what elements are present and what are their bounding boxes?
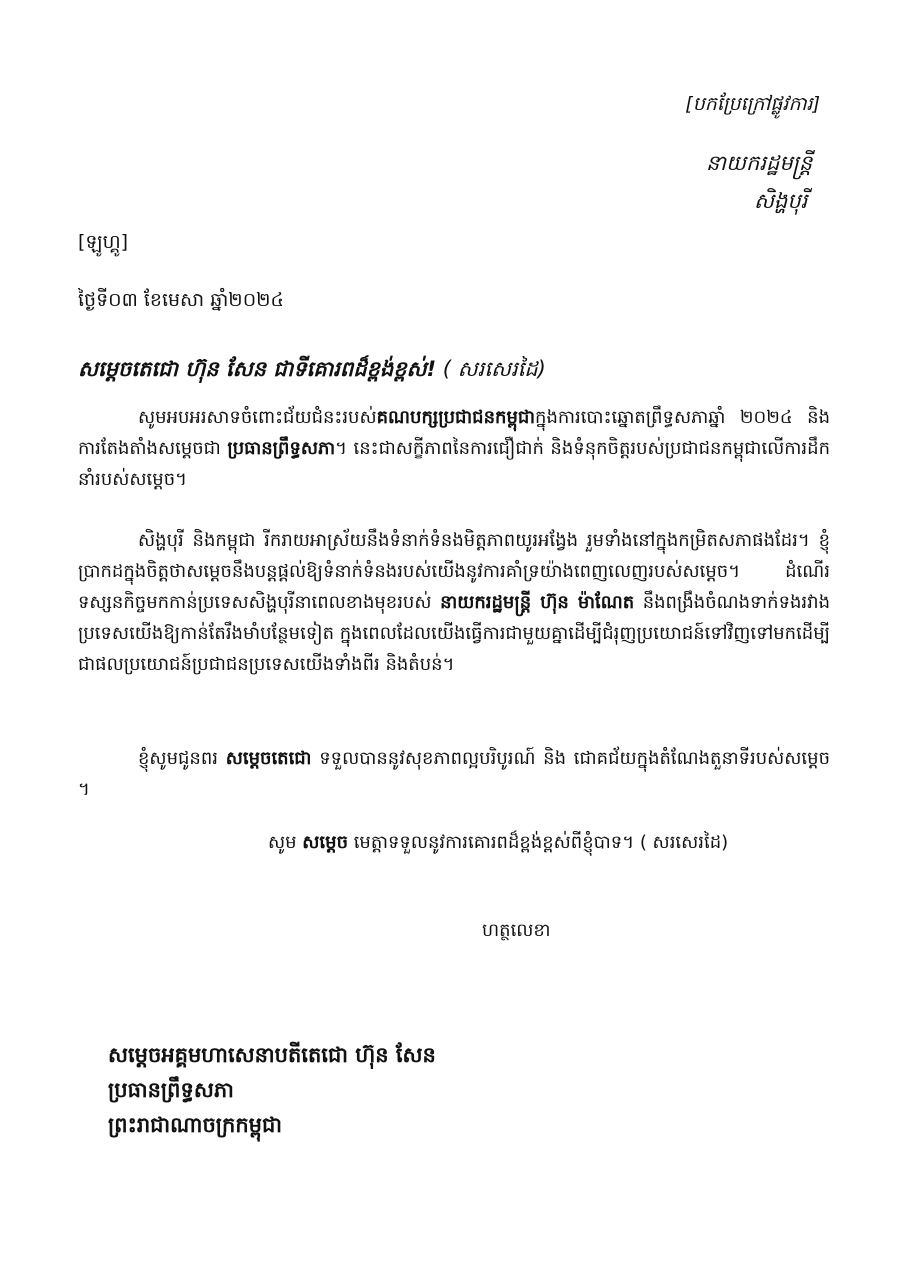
signature-label: ហត្ថលេខា xyxy=(482,920,551,941)
prime-minister-name: នាយករដ្ឋមន្ត្រី ហ៊ុន ម៉ាណែត xyxy=(440,592,635,613)
salutation-text: សម្តេចតេជោ ហ៊ុន សែន ជាទីគោរពដ៏ខ្ពង់ខ្ពស់! xyxy=(78,357,437,381)
recipient-honorific: សម្តេចតេជោ xyxy=(225,748,312,769)
text-span: ខ្ញុំសូមជូនពរ xyxy=(138,748,226,769)
sender-country: សិង្ហបុរី xyxy=(754,189,808,213)
recipient-organization: ព្រះរាជាណាចក្រកម្ពុជា xyxy=(108,1113,283,1137)
unofficial-translation-note: [បកប្រែក្រៅផ្លូវការ] xyxy=(685,93,820,115)
body-paragraph-3 xyxy=(78,743,830,805)
text-span: សូមអបអរសាទចំពោះជ័យជំនះរបស់ xyxy=(138,407,377,428)
text-span: មេត្តាទទួលនូវការគោរពដ៏ខ្ពង់ខ្ពស់ពីខ្ញុំបាទ។ ( សរសេរដៃ) xyxy=(348,832,729,853)
text-span: នឹងពង្រឹងចំណងទាក់ទងរវាងប្រទេសយើងឱ្យកាន់តែរឹងមាំបន្ថែមទៀត ក្នុងពេលដែលយើងធ្វើការជាមួយគ្នាដើម្បីជំរុញប្រយោជន៍ទៅវិញទៅមកដើម្បីជាផលប្រយោជន៍ប្រជាជនប្រទេសយើងទាំងពីរ និងតំបន់។ xyxy=(78,592,831,675)
salutation xyxy=(78,356,546,387)
letter-date: ថ្ងៃទី០៣ ខែមេសា ឆ្នាំ២០២៤ xyxy=(78,289,284,311)
text-span: ។ នេះជាសក្ខីភាពនៃការជឿជាក់ និងទំនុកចិត្តរបស់ប្រជាជនកម្ពុជាលើការដឹកនាំរបស់សម្តេច។ xyxy=(78,438,830,490)
handwritten-note: ( សរសេរដៃ) xyxy=(436,357,546,381)
text-span: សិង្ហបុរី និងកម្ពុជា រីករាយអាស្រ័យនឹងទំនាក់ទំនងមិត្តភាពយូរអង្វែង រួមទាំងនៅក្នុងកម្រិតសភាផងដែរ។ ខ្ញុំប្រាកដក្នុងចិត្តថាសម្តេចនឹងបន្តផ្តល់ឱ្យទំនាក់ទំនងរបស់យើងនូវការគាំទ្រយ៉ាងពេញលេញរបស់សម្តេច។ ដំណើរទស្សនកិច្ចមកកាន់ប្រទេសសិង្ហបុរីនាពេលខាងមុខរបស់ xyxy=(78,530,830,613)
text-span: សូម xyxy=(268,832,303,853)
senate-president-title: ប្រធានព្រឹទ្ធសភា xyxy=(227,438,336,459)
body-paragraph-2 xyxy=(78,525,830,680)
logo-placeholder: [ឡូហ្គូ] xyxy=(78,231,129,253)
body-paragraph-1 xyxy=(78,402,830,495)
text-span: ទទួលបាននូវសុខភាពល្អបរិបូរណ៍ និង ជោគជ័យក្នុងតំណែងតួនាទីរបស់សម្តេច ។ xyxy=(78,748,830,800)
party-name: គណបក្សប្រជាជនកម្ពុជា xyxy=(376,407,536,428)
recipient-name: សម្តេចអគ្គមហាសេនាបតីតេជោ ហ៊ុន សែន xyxy=(108,1043,436,1067)
text-span: ក្នុងការបោះឆ្នោតព្រឹទ្ធសភាឆ្នាំ ២០២៤ និងការតែងតាំងសម្តេចជា xyxy=(78,407,830,459)
closing-honorific: សម្តេច xyxy=(302,832,348,853)
recipient-title: ប្រធានព្រឹទ្ធសភា xyxy=(108,1078,234,1102)
sender-title: នាយករដ្ឋមន្ត្រី xyxy=(706,151,813,175)
closing-line xyxy=(268,830,728,857)
